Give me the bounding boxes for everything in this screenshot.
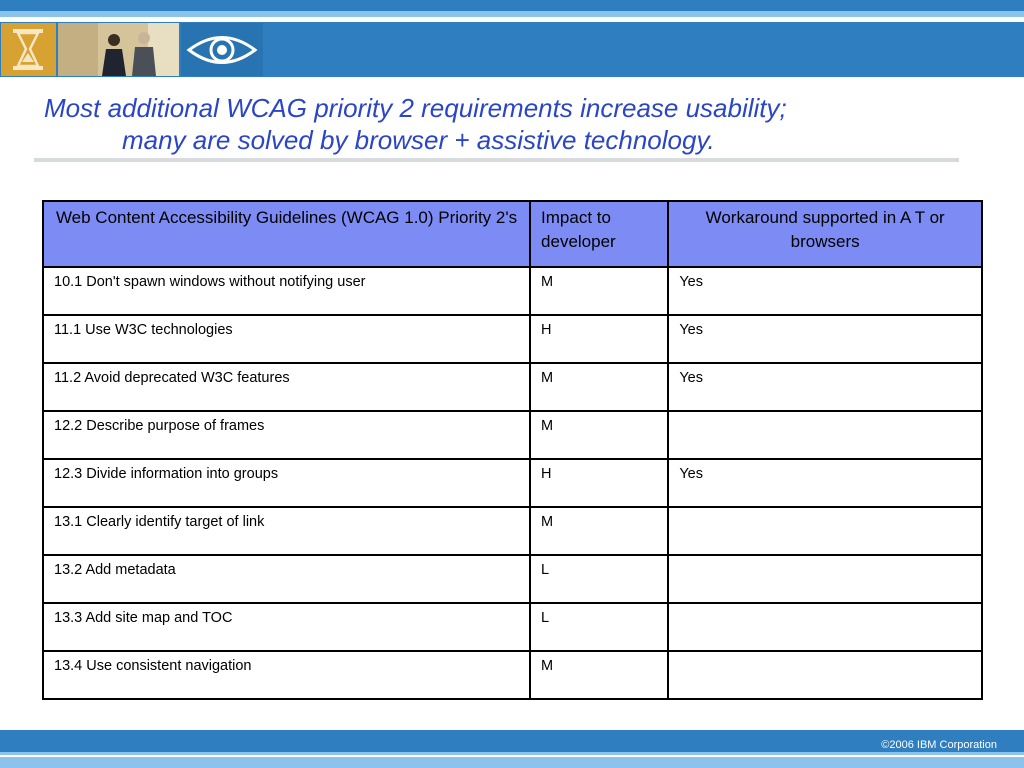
guideline-cell: 13.3 Add site map and TOC <box>43 603 530 651</box>
top-stripe <box>0 0 1024 11</box>
header-workaround: Workaround supported in A T or browsers <box>668 201 982 267</box>
requirements-table <box>42 200 983 700</box>
workaround-cell <box>668 411 982 459</box>
guideline-cell: 13.2 Add metadata <box>43 555 530 603</box>
table-row <box>43 459 982 507</box>
table-row <box>43 555 982 603</box>
table-row <box>43 315 982 363</box>
guideline-cell: 12.2 Describe purpose of frames <box>43 411 530 459</box>
workaround-cell: Yes <box>668 459 982 507</box>
impact-cell: L <box>530 603 668 651</box>
workaround-cell <box>668 555 982 603</box>
header-impact: Impact to developer <box>530 201 668 267</box>
eye-icon <box>181 23 263 76</box>
impact-cell: L <box>530 555 668 603</box>
copyright-text: ©2006 IBM Corporation <box>881 739 997 751</box>
impact-cell: M <box>530 651 668 699</box>
table-row <box>43 603 982 651</box>
table-row <box>43 267 982 315</box>
workaround-cell <box>668 651 982 699</box>
impact-cell: H <box>530 459 668 507</box>
impact-cell: H <box>530 315 668 363</box>
slide-title-line2: many are solved by browser + assistive technology. <box>122 125 715 155</box>
impact-cell: M <box>530 411 668 459</box>
workaround-cell <box>668 507 982 555</box>
business-photo <box>58 23 179 76</box>
hourglass-icon <box>1 23 56 76</box>
table-row <box>43 507 982 555</box>
guideline-cell: 10.1 Don't spawn windows without notifying user <box>43 267 530 315</box>
workaround-cell: Yes <box>668 315 982 363</box>
impact-cell: M <box>530 363 668 411</box>
workaround-cell: Yes <box>668 363 982 411</box>
table-header-row <box>43 201 982 267</box>
guideline-cell: 13.4 Use consistent navigation <box>43 651 530 699</box>
table-row <box>43 411 982 459</box>
guideline-cell: 12.3 Divide information into groups <box>43 459 530 507</box>
footer-stripe-gap <box>0 755 1024 757</box>
guideline-cell: 13.1 Clearly identify target of link <box>43 507 530 555</box>
table-row <box>43 363 982 411</box>
title-divider <box>34 158 959 162</box>
footer-bar <box>0 730 1024 752</box>
slide-title-line1: Most additional WCAG priority 2 requirements increase usability; <box>44 93 787 123</box>
workaround-cell <box>668 603 982 651</box>
guideline-cell: 11.1 Use W3C technologies <box>43 315 530 363</box>
table-row <box>43 651 982 699</box>
workaround-cell: Yes <box>668 267 982 315</box>
impact-cell: M <box>530 267 668 315</box>
impact-cell: M <box>530 507 668 555</box>
guideline-cell: 11.2 Avoid deprecated W3C features <box>43 363 530 411</box>
slide-title <box>44 92 944 156</box>
header-guideline: Web Content Accessibility Guidelines (WCAG 1.0) Priority 2's <box>43 201 530 267</box>
